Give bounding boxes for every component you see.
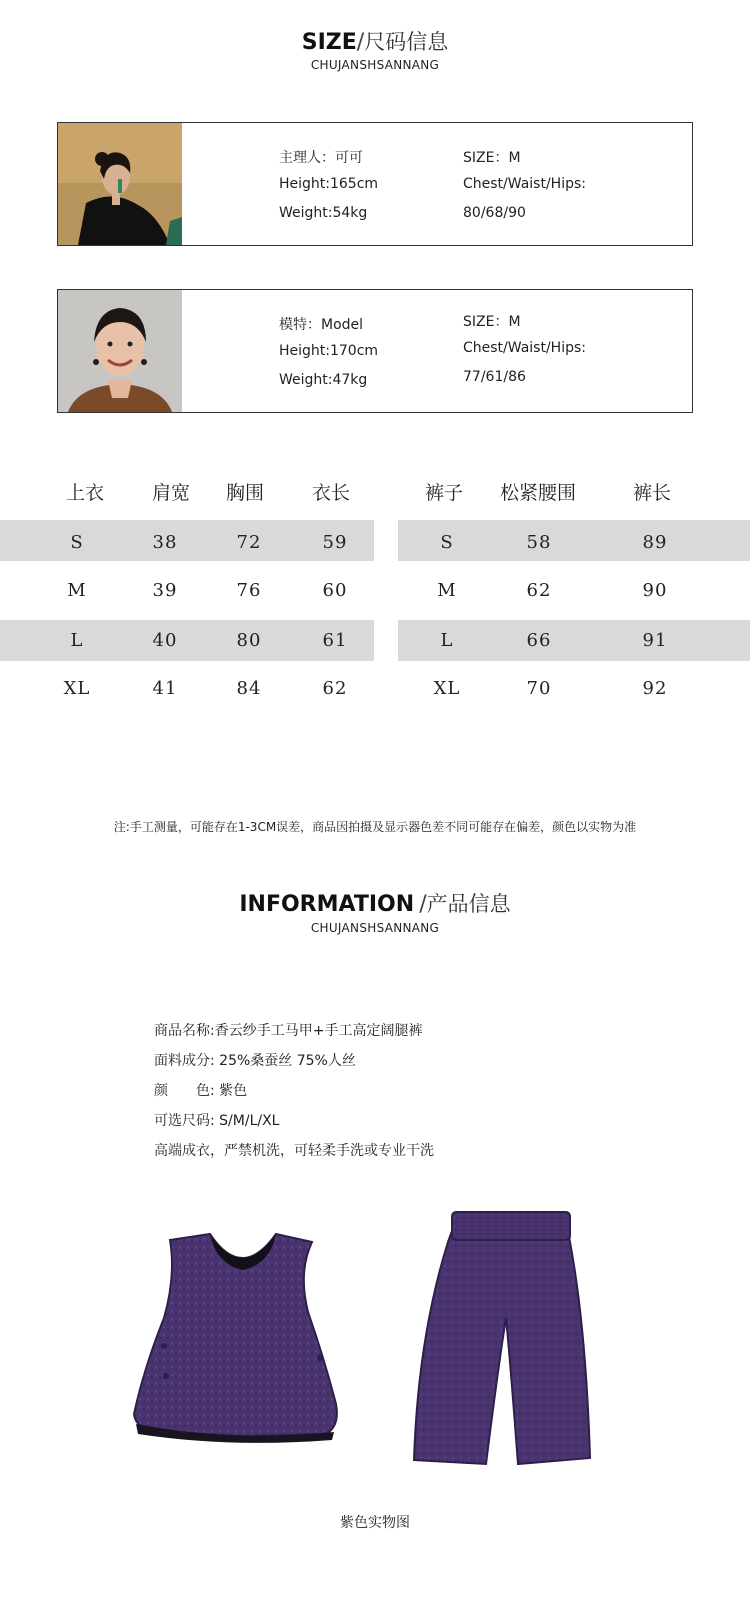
model-role: 模特：Model: [279, 317, 364, 333]
model-cwh-value: 77/61/86: [463, 369, 526, 385]
owner-weight: Weight:54kg: [279, 205, 368, 221]
info-color: 颜 色: 紫色: [154, 1083, 248, 1099]
pants-image: [410, 1208, 600, 1478]
pants-header-item: 裤子: [425, 482, 464, 504]
top-cell: 39: [152, 580, 178, 601]
top-cell: 60: [322, 580, 348, 601]
info-sizes: 可选尺码: S/M/L/XL: [154, 1113, 280, 1129]
owner-height: Height:165cm: [279, 176, 379, 192]
owner-cwh-label: Chest/Waist/Hips:: [463, 176, 586, 192]
info-title-separator: /: [419, 892, 427, 917]
top-header-shoulder: 肩宽: [152, 482, 191, 504]
model-card: [57, 289, 693, 413]
top-cell: 38: [152, 532, 178, 553]
top-cell: XL: [63, 678, 91, 699]
top-cell: S: [70, 532, 84, 553]
size-title-cn: 尺码信息: [364, 30, 449, 54]
pants-header-length: 裤长: [633, 482, 672, 504]
top-cell: M: [67, 580, 87, 601]
owner-size: SIZE：M: [463, 150, 521, 166]
top-cell: 62: [322, 678, 348, 699]
size-title-separator: /: [356, 30, 365, 55]
model-height: Height:170cm: [279, 343, 379, 359]
pants-cell: L: [440, 630, 454, 651]
top-header-length: 衣长: [312, 482, 351, 504]
pants-cell: M: [437, 580, 457, 601]
pants-cell: S: [440, 532, 454, 553]
top-cell: 59: [322, 532, 348, 553]
info-title-cn: 产品信息: [426, 892, 511, 916]
owner-role: 主理人：可可: [279, 150, 363, 166]
pants-cell: 66: [526, 630, 552, 651]
size-title-main: SIZE: [301, 30, 357, 55]
owner-cwh-value: 80/68/90: [463, 205, 526, 221]
model-size: SIZE：M: [463, 314, 521, 330]
pants-cell: 58: [526, 532, 552, 553]
pants-cell: 92: [642, 678, 668, 699]
top-cell: 80: [236, 630, 262, 651]
model-cwh-label: Chest/Waist/Hips:: [463, 340, 586, 356]
info-care: 高端成衣，严禁机洗，可轻柔手洗或专业干洗: [154, 1143, 434, 1159]
top-cell: 40: [152, 630, 178, 651]
top-cell: L: [70, 630, 84, 651]
size-section-title: [0, 26, 750, 56]
top-cell: 72: [236, 532, 262, 553]
top-header-item: 上衣: [66, 482, 105, 504]
vest-image: [130, 1228, 360, 1448]
measurement-note: 注:手工测量，可能存在1-3CM误差，商品因拍摄及显示器色差不同可能存在偏差，颜色以实物为准: [113, 820, 637, 834]
model-photo: [58, 290, 182, 412]
pants-cell: 89: [642, 532, 668, 553]
info-subtitle: CHUJANSHSANNANG: [310, 921, 440, 935]
info-product-name: 商品名称:香云纱手工马甲+手工高定阔腿裤: [154, 1023, 423, 1039]
size-subtitle: CHUJANSHSANNANG: [310, 58, 440, 72]
pants-cell: 62: [526, 580, 552, 601]
info-section-title: [0, 888, 750, 918]
model-weight: Weight:47kg: [279, 372, 368, 388]
info-title-main: INFORMATION: [239, 892, 415, 917]
pants-cell: XL: [433, 678, 461, 699]
top-cell: 41: [152, 678, 178, 699]
pants-cell: 70: [526, 678, 552, 699]
pants-cell: 90: [642, 580, 668, 601]
top-header-chest: 胸围: [226, 482, 265, 504]
top-cell: 61: [322, 630, 348, 651]
pants-header-waist: 松紧腰围: [500, 482, 577, 504]
info-fabric: 面料成分: 25%桑蚕丝 75%人丝: [154, 1053, 356, 1069]
owner-card: [57, 122, 693, 246]
pants-cell: 91: [642, 630, 668, 651]
top-cell: 84: [236, 678, 262, 699]
owner-photo: [58, 123, 182, 245]
image-caption: 紫色实物图: [340, 1515, 410, 1531]
top-cell: 76: [236, 580, 262, 601]
